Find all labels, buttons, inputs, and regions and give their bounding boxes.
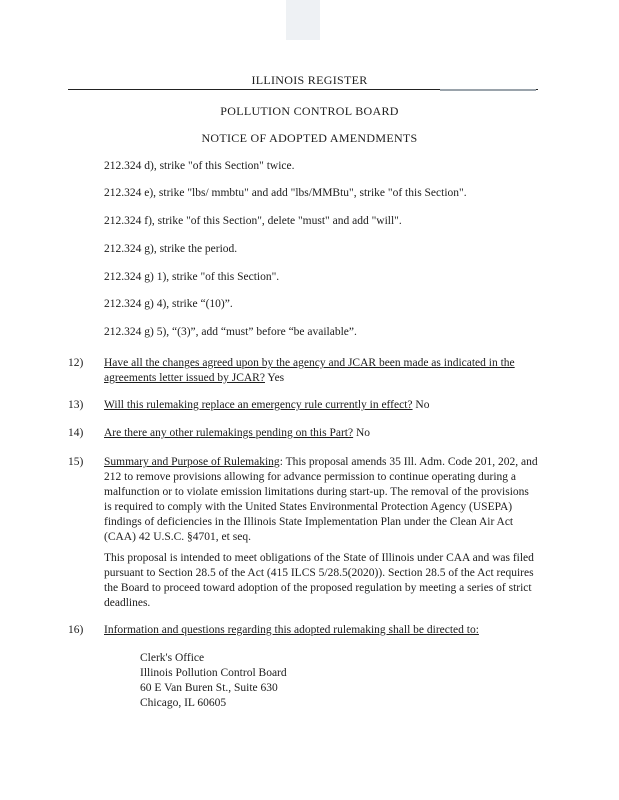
header-rule-shadow xyxy=(440,89,536,91)
amendment-line: 212.324 g) 5), “(3)”, add “must” before “be available”. xyxy=(104,326,357,338)
item-14 xyxy=(68,426,538,441)
heading-colon: : xyxy=(279,456,283,468)
item-15 xyxy=(68,455,538,545)
address-line: Clerk's Office xyxy=(140,652,205,664)
summary-paragraph-2: This proposal is intended to meet obligations of the State of Illinois under CAA and was filed pursuant to Section 28.5 of the Act (415 ILCS 5/28.5(2020)). Section 28.5 of the Act requires the Board to proceed toward adoption of the proposed regulation by meeting a series of strict deadlines. xyxy=(104,552,534,609)
amendment-line: 212.324 f), strike "of this Section", delete "must" and add "will". xyxy=(104,215,402,227)
item-answer: Yes xyxy=(267,372,285,384)
summary-text: This proposal amends 35 Ill. Adm. Code 201, 202, and 212 to remove provisions allowing for advance permission to continue operating during a malfunction or to violate emission limitations during start-up. The removal of the provisions is required to comply with the United States Environmental Protection Agency (USEPA) findings of deficiencies in the Illinois State Implementation Plan under the Clean Air Act (CAA) 42 U.S.C. §4701, et seq. xyxy=(104,456,538,543)
item-heading: Summary and Purpose of Rulemaking xyxy=(104,456,280,468)
scan-artifact xyxy=(286,0,320,40)
address-line: 60 E Van Buren St., Suite 630 xyxy=(140,682,278,694)
item-13 xyxy=(68,398,538,413)
address-line: Illinois Pollution Control Board xyxy=(140,667,287,679)
board-title: POLLUTION CONTROL BOARD xyxy=(220,104,399,118)
item-question: Are there any other rulemakings pending on this Part? xyxy=(104,427,354,439)
item-number: 12) xyxy=(68,357,84,369)
contact-address xyxy=(140,651,287,711)
item-answer: No xyxy=(415,399,430,411)
item-number: 14) xyxy=(68,427,84,439)
address-line: Chicago, IL 60605 xyxy=(140,697,227,709)
item-number: 16) xyxy=(68,624,84,636)
item-16 xyxy=(68,623,538,638)
item-heading: Information and questions regarding this adopted rulemaking shall be directed to: xyxy=(104,624,479,636)
amendment-line: 212.324 e), strike "lbs/ mmbtu" and add "lbs/MMBtu", strike "of this Section". xyxy=(104,187,467,199)
amendment-line: 212.324 d), strike "of this Section" twice. xyxy=(104,160,295,172)
amendment-line: 212.324 g) 4), strike “(10)”. xyxy=(104,298,233,310)
amendment-line: 212.324 g), strike the period. xyxy=(104,243,238,255)
item-answer: No xyxy=(355,427,371,439)
amendment-line: 212.324 g) 1), strike "of this Section". xyxy=(104,271,280,283)
notice-title: NOTICE OF ADOPTED AMENDMENTS xyxy=(201,131,418,145)
item-number: 15) xyxy=(68,456,84,468)
register-header: ILLINOIS REGISTER xyxy=(251,73,368,87)
item-question: Will this rulemaking replace an emergency rule currently in effect? xyxy=(104,399,413,411)
item-12 xyxy=(68,356,538,386)
item-number: 13) xyxy=(68,399,84,411)
item-question: Have all the changes agreed upon by the agency and JCAR been made as indicated in the agreements letter issued by JCAR? xyxy=(104,357,515,384)
